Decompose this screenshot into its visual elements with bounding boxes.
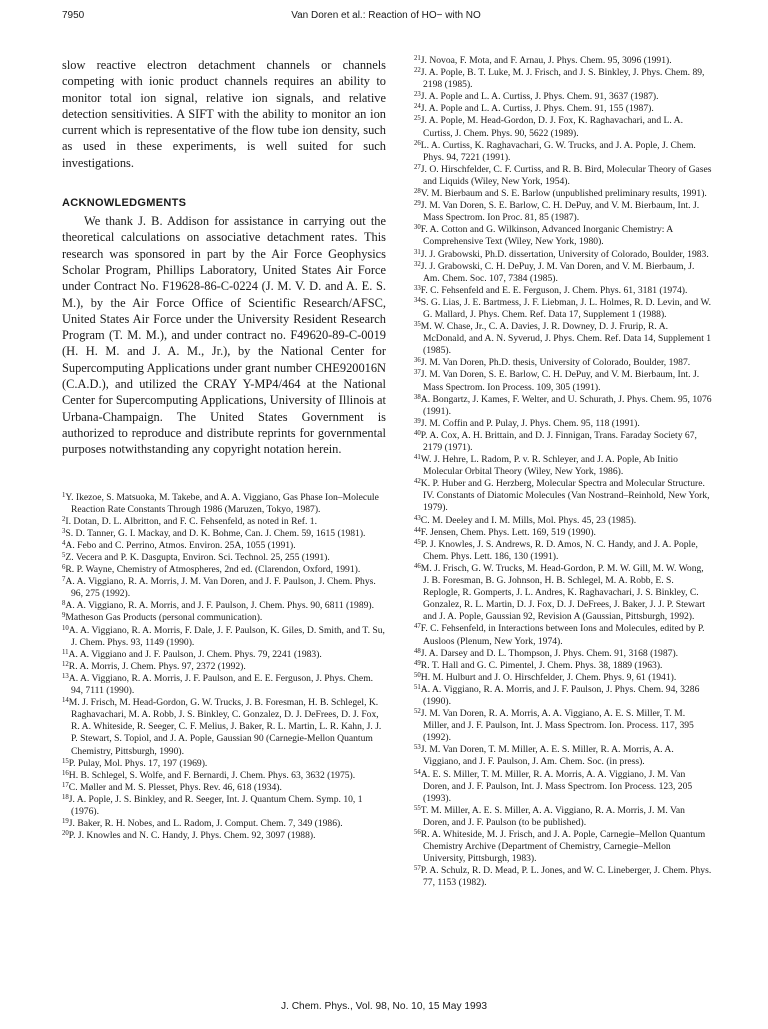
reference-item xyxy=(414,805,712,829)
reference-number: 14 xyxy=(62,697,69,705)
reference-item xyxy=(414,539,712,563)
reference-text: J. J. Grabowski, C. H. DePuy, J. M. Van Doren, and V. M. Bierbaum, J. Am. Chem. Soc. 107, 7384 (1985). xyxy=(420,260,695,284)
reference-item xyxy=(414,648,712,660)
page-number: 7950 xyxy=(62,10,85,21)
reference-number: 16 xyxy=(62,769,69,777)
reference-item xyxy=(62,758,386,770)
reference-number: 51 xyxy=(414,683,421,691)
reference-text: P. A. Schulz, R. D. Mead, P. L. Jones, and W. C. Lineberger, J. Chem. Phys. 77, 1153 (1982). xyxy=(420,865,712,889)
reference-text: R. P. Wayne, Chemistry of Atmospheres, 2nd ed. (Clarendon, Oxford, 1991). xyxy=(65,564,361,576)
reference-number: 13 xyxy=(62,672,69,680)
reference-item xyxy=(414,261,712,285)
reference-item xyxy=(62,552,386,564)
right-column xyxy=(414,55,712,889)
reference-text: P. Pulay, Mol. Phys. 17, 197 (1969). xyxy=(68,757,208,769)
reference-number: 48 xyxy=(414,647,421,655)
reference-item xyxy=(414,769,712,805)
reference-number: 1 xyxy=(62,491,66,499)
reference-text: R. A. Whiteside, M. J. Frisch, and J. A. Pople, Carnegie–Mellon Quantum Chemistry Archive (Department of Chemistry, Carnegie–Mellon University, Pittsburgh, 1983). xyxy=(420,829,706,865)
reference-item xyxy=(414,55,712,67)
reference-item xyxy=(414,865,712,889)
reference-item xyxy=(414,115,712,139)
reference-list-left xyxy=(62,492,386,843)
reference-item xyxy=(62,782,386,794)
reference-item xyxy=(414,660,712,672)
reference-item xyxy=(62,794,386,818)
reference-text: Matheson Gas Products (personal communication). xyxy=(65,612,263,624)
reference-number: 42 xyxy=(414,478,421,486)
reference-number: 37 xyxy=(414,369,421,377)
reference-item xyxy=(414,357,712,369)
reference-number: 53 xyxy=(414,744,421,752)
reference-number: 38 xyxy=(414,393,421,401)
reference-item xyxy=(62,661,386,673)
reference-text: J. J. Grabowski, Ph.D. dissertation, University of Colorado, Boulder, 1983. xyxy=(420,248,709,260)
reference-item xyxy=(414,249,712,261)
reference-item xyxy=(414,188,712,200)
reference-text: M. J. Frisch, M. Head-Gordon, G. W. Trucks, J. B. Foresman, H. B. Schlegel, K. Raghavachari, M. A. Robb, J. S. Binkley, C. Gonzalez, D. J. DeFrees, D. J. Fox, R. A. Whiteside, R. Seeger, C. F. Melius, J. Baker, R. L. Martin, L. R. Kahn, J. J. P. Stewart, S. Topiol, and J. A. Pople, Gaussian 90 (Carnegie-Mellon Quantum Chemistry, Pittsburgh, 1990). xyxy=(68,697,382,757)
reference-text: L. A. Curtiss, K. Raghavachari, G. W. Trucks, and J. A. Pople, J. Chem. Phys. 94, 7221 (1991). xyxy=(420,139,696,163)
reference-item xyxy=(62,564,386,576)
reference-text: J. O. Hirschfelder, C. F. Curtiss, and R. B. Bird, Molecular Theory of Gases and Liquids (Wiley, New York, 1954). xyxy=(420,163,712,187)
reference-item xyxy=(414,140,712,164)
reference-number: 5 xyxy=(62,552,66,559)
reference-number: 2 xyxy=(62,515,66,523)
reference-text: A. E. S. Miller, T. M. Miller, R. A. Morris, A. A. Viggiano, J. M. Van Doren, and J. F. Paulson, Int. J. Mass Spectrom. Ion Process. 123, 205 (1993). xyxy=(420,768,693,804)
reference-text: J. M. Van Doren, S. E. Barlow, C. H. DePuy, and V. M. Bierbaum, Int. J. Mass Spectrom. Ion Proc. 81, 85 (1987). xyxy=(420,200,700,224)
reference-text: C. Møller and M. S. Plesset, Phys. Rev. 46, 618 (1934). xyxy=(68,781,282,793)
reference-number: 40 xyxy=(414,429,421,437)
reference-text: H. M. Hulburt and J. O. Hirschfelder, J. Chem. Phys. 9, 61 (1941). xyxy=(420,671,677,683)
acknowledgments-heading: ACKNOWLEDGMENTS xyxy=(62,197,187,210)
acknowledgments-paragraph: We thank J. B. Addison for assistance in carrying out the theoretical calculations on associative detachment rates. This research was sponsored in part by the Air Force Geophysics Scholar Program, Phillips Laboratory, United States Air Force under Contract No. F19628-86-C-0224 (J. M. V. D. and A. E. S. M.), by the Air Force Office of Scientific Research/AFSC, United States Air Force under the University Resident Research Program (T. M. M.), and under contract no. F49620-89-C-0019 (H. H. M. and J. A. M., Jr.), by the National Center for Supercomputing Applications under grant number CHE920016N (C.A.D.), and utilized the CRAY Y-MP4/464 at the National Center for Supercomputing Applications, University of Illinois at Urbana-Champaign. The United States Government is authorized to reproduce and distribute reprints for governmental purposes notwithstanding any copyright notation herein. xyxy=(62,214,386,457)
reference-item xyxy=(414,67,712,91)
reference-item xyxy=(414,200,712,224)
reference-number: 24 xyxy=(414,103,421,111)
reference-text: S. G. Lias, J. E. Bartmess, J. F. Liebman, J. L. Holmes, R. D. Levin, and W. G. Mallard, J. Phys. Chem. Ref. Data 17, Supplement 1 (1988). xyxy=(420,296,712,320)
reference-text: J. M. Van Doren, T. M. Miller, A. E. S. Miller, R. A. Morris, A. A. Viggiano, and J. F. Paulson, J. Am. Chem. Soc. (in press). xyxy=(420,744,674,768)
left-column xyxy=(62,57,386,842)
reference-number: 30 xyxy=(414,224,421,232)
journal-citation-footer: J. Chem. Phys., Vol. 98, No. 10, 15 May 1993 xyxy=(280,1001,488,1012)
reference-number: 31 xyxy=(414,248,421,256)
reference-number: 29 xyxy=(414,200,421,208)
reference-item xyxy=(62,528,386,540)
reference-number: 57 xyxy=(414,865,421,873)
reference-text: J. Novoa, F. Mota, and F. Arnau, J. Phys. Chem. 95, 3096 (1991). xyxy=(420,55,672,66)
reference-item xyxy=(414,454,712,478)
reference-number: 17 xyxy=(62,781,69,789)
reference-item xyxy=(414,394,712,418)
reference-item xyxy=(62,673,386,697)
reference-item xyxy=(414,369,712,393)
reference-number: 41 xyxy=(414,454,421,462)
reference-text: V. M. Bierbaum and S. E. Barlow (unpublished preliminary results, 1991). xyxy=(420,188,707,200)
reference-text: A. Febo and C. Perrino, Atmos. Environ. 25A, 1055 (1991). xyxy=(65,539,296,551)
reference-text: J. A. Pople and L. A. Curtiss, J. Phys. Chem. 91, 3637 (1987). xyxy=(420,91,659,103)
reference-text: K. P. Huber and G. Herzberg, Molecular Spectra and Molecular Structure. IV. Constants of Diatomic Molecules (Van Nostrand–Reinhold, New York, 1979). xyxy=(420,478,710,514)
reference-number: 15 xyxy=(62,757,69,765)
reference-item xyxy=(414,708,712,744)
reference-number: 34 xyxy=(414,296,421,304)
reference-number: 50 xyxy=(414,671,421,679)
reference-item xyxy=(414,321,712,357)
reference-number: 47 xyxy=(414,623,421,631)
reference-item xyxy=(62,540,386,552)
reference-item xyxy=(62,649,386,661)
reference-number: 10 xyxy=(62,624,69,632)
reference-number: 18 xyxy=(62,793,69,801)
reference-number: 36 xyxy=(414,357,421,365)
reference-text: M. W. Chase, Jr., C. A. Davies, J. R. Downey, D. J. Frurip, R. A. McDonald, and A. N. Syverud, J. Phys. Chem. Ref. Data 14, Supplement 1 (1985). xyxy=(420,321,712,357)
reference-text: T. M. Miller, A. E. S. Miller, A. A. Viggiano, R. A. Morris, J. M. Van Doren, and J. F. Paulson (to be published). xyxy=(420,804,685,828)
reference-number: 21 xyxy=(414,55,421,62)
reference-text: J. A. Darsey and D. L. Thompson, J. Phys. Chem. 91, 3168 (1987). xyxy=(420,647,679,659)
reference-item xyxy=(62,600,386,612)
reference-text: R. T. Hall and G. C. Pimentel, J. Chem. Phys. 38, 1889 (1963). xyxy=(420,659,663,671)
reference-number: 56 xyxy=(414,829,421,836)
reference-number: 25 xyxy=(414,115,421,123)
reference-text: A. A. Viggiano and J. F. Paulson, J. Chem. Phys. 79, 2241 (1983). xyxy=(68,648,322,660)
reference-item xyxy=(414,164,712,188)
reference-number: 11 xyxy=(62,648,69,656)
reference-text: I. Dotan, D. L. Albritton, and F. C. Fehsenfeld, as noted in Ref. 1. xyxy=(65,515,317,527)
reference-number: 3 xyxy=(62,527,66,535)
reference-number: 4 xyxy=(62,539,66,547)
reference-item xyxy=(62,697,386,757)
reference-item xyxy=(414,103,712,115)
reference-item xyxy=(414,285,712,297)
reference-number: 35 xyxy=(414,321,421,329)
reference-item xyxy=(414,91,712,103)
reference-text: A. Bongartz, J. Kames, F. Welter, and U. Schurath, J. Phys. Chem. 95, 1076 (1991). xyxy=(420,393,712,417)
reference-item xyxy=(414,515,712,527)
reference-text: J. A. Pople, B. T. Luke, M. J. Frisch, and J. S. Binkley, J. Phys. Chem. 89, 2198 (1985). xyxy=(420,67,705,91)
reference-text: F. C. Fehsenfeld and E. E. Ferguson, J. Chem. Phys. 61, 3181 (1974). xyxy=(420,284,688,296)
reference-text: R. A. Morris, J. Chem. Phys. 97, 2372 (1992). xyxy=(68,660,246,672)
reference-number: 7 xyxy=(62,576,66,584)
reference-number: 20 xyxy=(62,830,69,838)
reference-list-right xyxy=(414,55,712,889)
reference-text: W. J. Hehre, L. Radom, P. v. R. Schleyer, and J. A. Pople, Ab Initio Molecular Orbital Theory (Wiley, New York, 1986). xyxy=(420,454,678,478)
reference-text: A. A. Viggiano, R. A. Morris, J. M. Van Doren, and J. F. Paulson, J. Chem. Phys. 96, 275 (1992). xyxy=(65,576,376,600)
reference-number: 23 xyxy=(414,91,421,99)
reference-number: 27 xyxy=(414,163,421,171)
reference-text: F. A. Cotton and G. Wilkinson, Advanced Inorganic Chemistry: A Comprehensive Text (Wiley, New York, 1980). xyxy=(420,224,673,248)
reference-text: J. M. Van Doren, S. E. Barlow, C. H. DePuy, and V. M. Bierbaum, Int. J. Mass Spectrom. Ion Process. 109, 305 (1991). xyxy=(420,369,700,393)
reference-text: P. J. Knowles and N. C. Handy, J. Phys. Chem. 92, 3097 (1988). xyxy=(68,830,316,842)
running-title: Van Doren et al.: Reaction of HO− with NO xyxy=(291,10,481,21)
reference-item xyxy=(62,612,386,624)
reference-item xyxy=(62,492,386,516)
reference-number: 46 xyxy=(414,562,421,570)
reference-item xyxy=(414,563,712,623)
reference-item xyxy=(414,297,712,321)
reference-number: 12 xyxy=(62,660,69,668)
reference-text: F. Jensen, Chem. Phys. Lett. 169, 519 (1990). xyxy=(420,526,596,538)
reference-number: 19 xyxy=(62,818,69,826)
reference-item xyxy=(62,576,386,600)
reference-text: J. A. Pople, J. S. Binkley, and R. Seeger, Int. J. Quantum Chem. Symp. 10, 1 (1976). xyxy=(68,793,363,817)
reference-text: J. M. Van Doren, R. A. Morris, A. A. Viggiano, A. E. S. Miller, T. M. Miller, and J. F. Paulson, Int. J. Mass Spectrom. Ion. Process. 117, 395 (1992). xyxy=(420,708,694,744)
reference-text: P. J. Knowles, J. S. Andrews, R. D. Amos, N. C. Handy, and J. A. Pople, Chem. Phys. Lett. 186, 130 (1991). xyxy=(420,538,698,562)
reference-number: 8 xyxy=(62,600,66,608)
reference-text: H. B. Schlegel, S. Wolfe, and F. Bernardi, J. Chem. Phys. 63, 3632 (1975). xyxy=(68,769,356,781)
reference-text: J. A. Pople, M. Head-Gordon, D. J. Fox, K. Raghavachari, and L. A. Curtiss, J. Chem. Phys. 90, 5622 (1989). xyxy=(420,115,683,139)
reference-text: S. D. Tanner, G. I. Mackay, and D. K. Bohme, Can. J. Chem. 59, 1615 (1981). xyxy=(65,527,366,539)
reference-item xyxy=(62,770,386,782)
reference-item xyxy=(62,818,386,830)
reference-item xyxy=(414,527,712,539)
reference-number: 6 xyxy=(62,564,66,572)
reference-text: P. A. Cox, A. H. Brittain, and D. J. Finnigan, Trans. Faraday Society 67, 2179 (1971). xyxy=(420,429,697,453)
reference-number: 39 xyxy=(414,417,421,425)
reference-item xyxy=(414,478,712,514)
reference-item xyxy=(414,684,712,708)
reference-number: 33 xyxy=(414,284,421,292)
reference-item xyxy=(62,516,386,528)
reference-text: A. A. Viggiano, R. A. Morris, and J. F. Paulson, J. Phys. Chem. 94, 3286 (1990). xyxy=(420,683,700,707)
reference-item xyxy=(414,744,712,768)
reference-text: Z. Vecera and P. K. Dasgupta, Environ. Sci. Technol. 25, 255 (1991). xyxy=(65,552,330,563)
reference-number: 32 xyxy=(414,260,421,268)
reference-text: A. A. Viggiano, R. A. Morris, J. F. Paulson, and E. E. Ferguson, J. Phys. Chem. 94, 7111 (1990). xyxy=(68,672,374,697)
reference-item xyxy=(414,829,712,865)
running-header xyxy=(62,10,710,24)
reference-text: J. Baker, R. H. Nobes, and L. Radom, J. Comput. Chem. 7, 349 (1986). xyxy=(68,818,343,830)
reference-number: 28 xyxy=(414,188,421,196)
reference-number: 9 xyxy=(62,612,66,620)
reference-item xyxy=(414,623,712,647)
reference-number: 55 xyxy=(414,804,421,812)
reference-text: A. A. Viggiano, R. A. Morris, and J. F. Paulson, J. Chem. Phys. 90, 6811 (1989). xyxy=(65,600,375,612)
reference-text: F. C. Fehsenfeld, in Interactions between Ions and Molecules, edited by P. Ausloos (Plenum, New York, 1974). xyxy=(420,623,705,647)
reference-item xyxy=(414,224,712,248)
reference-number: 52 xyxy=(414,708,421,716)
reference-number: 54 xyxy=(414,768,421,776)
reference-number: 49 xyxy=(414,659,421,667)
reference-text: J. A. Pople and L. A. Curtiss, J. Phys. Chem. 91, 155 (1987). xyxy=(420,103,654,115)
reference-number: 22 xyxy=(414,67,421,75)
reference-number: 43 xyxy=(414,514,421,522)
reference-text: Y. Ikezoe, S. Matsuoka, M. Takebe, and A. A. Viggiano, Gas Phase Ion–Molecule Reaction Rate Constants Through 1986 (Maruzen, Tokyo, 1987). xyxy=(65,491,379,515)
reference-number: 45 xyxy=(414,538,421,546)
reference-item xyxy=(414,418,712,430)
reference-item xyxy=(414,430,712,454)
reference-item xyxy=(62,830,386,842)
reference-text: J. M. Van Doren, Ph.D. thesis, University of Colorado, Boulder, 1987. xyxy=(420,357,691,369)
reference-number: 44 xyxy=(414,526,421,534)
reference-item xyxy=(62,625,386,649)
reference-text: C. M. Deeley and I. M. Mills, Mol. Phys. 45, 23 (1985). xyxy=(420,514,637,526)
reference-item xyxy=(414,672,712,684)
reference-text: A. A. Viggiano, R. A. Morris, F. Dale, J. F. Paulson, K. Giles, D. Smith, and T. Su, J. Chem. Phys. 93, 1149 (1990). xyxy=(68,624,385,648)
intro-paragraph: slow reactive electron detachment channels or channels competing with ionic product channels requires an ability to monitor total ion signal, relative ion signals, and relative detection sensitivities. A SIFT with the ability to monitor an ion current which is representative of the flow tube ion density, such as used in these experiments, is well suited for such investigations. xyxy=(62,58,386,170)
reference-text: M. J. Frisch, G. W. Trucks, M. Head-Gordon, P. M. W. Gill, M. W. Wong, J. B. Foresman, B. G. Johnson, H. B. Schlegel, M. A. Robb, E. S. Replogle, R. Gomperts, J. L. Andres, K. Raghavachari, J. S. Binkley, C. Gonzalez, R. L. Martin, D. J. Fox, D. J. DeFrees, J. Baker, J. J. P. Stewart and J. A. Pople, Gaussian 92, Revision A (Gaussian, Pittsburgh, 1992). xyxy=(420,562,706,623)
reference-text: J. M. Coffin and P. Pulay, J. Phys. Chem. 95, 118 (1991). xyxy=(420,417,640,429)
reference-number: 26 xyxy=(414,139,421,147)
